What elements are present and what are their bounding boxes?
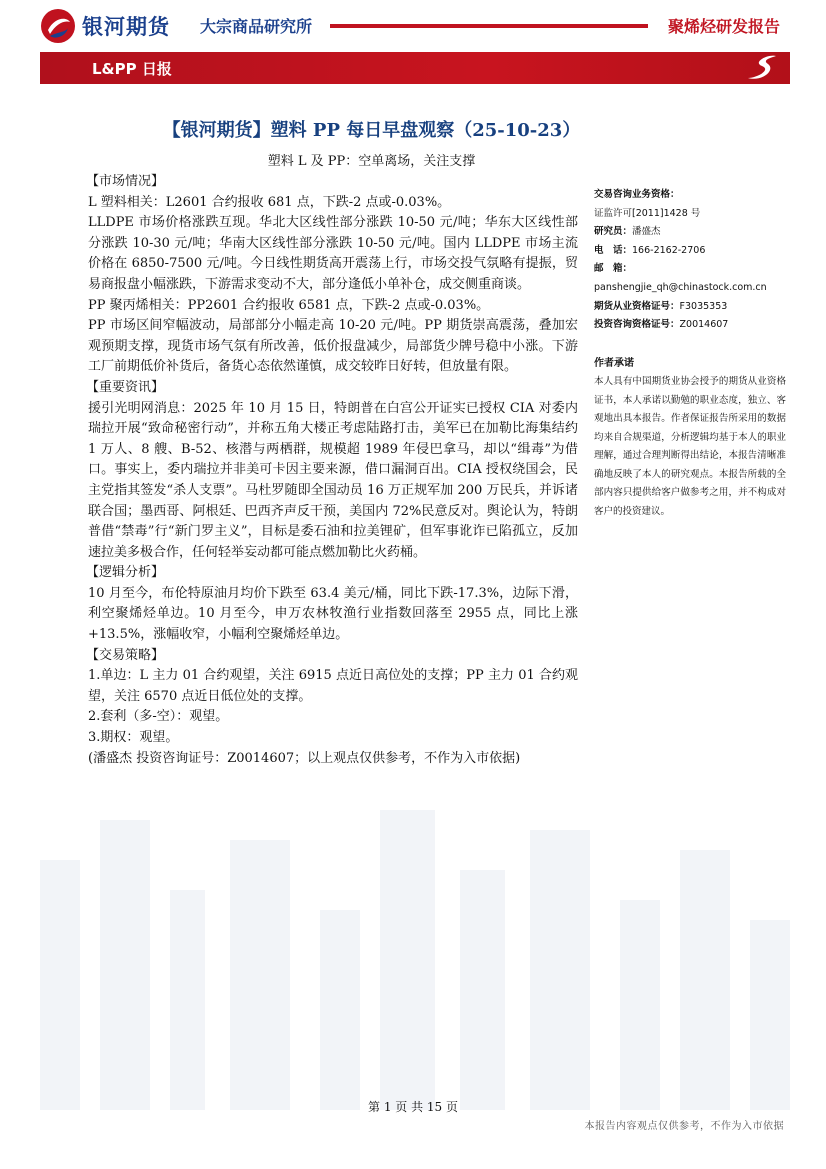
strategy-item: 3.期权：观望。 <box>88 730 179 746</box>
phone-label: 电 话： <box>594 244 633 256</box>
futures-cert-label: 期货从业资格证号： <box>594 300 680 312</box>
email-label: 邮 箱： <box>594 263 633 275</box>
strategy-item: 1.单边：L 主力 01 合约观望，关注 6915 点近日高位处的支撑；PP 主力 01 合约观望，关注 6570 点近日低位处的支撑。 <box>88 668 578 704</box>
header-divider <box>330 24 648 28</box>
phone-number: 166-2162-2706 <box>632 244 706 256</box>
advisory-cert-number: Z0014607 <box>679 319 729 331</box>
banner-label: L&PP 日报 <box>92 60 172 78</box>
license-number: 证监许可[2011]1428 号 <box>594 207 701 219</box>
page-title: 【银河期货】塑料 PP 每日早盘观察（25-10-23） <box>162 120 581 141</box>
institute-name: 大宗商品研究所 <box>200 17 313 36</box>
section-heading-news: 【重要资讯】 <box>86 379 165 395</box>
brand-logo <box>40 8 170 44</box>
advisory-cert-label: 投资咨询资格证号： <box>594 319 680 331</box>
swoosh-icon <box>742 48 782 88</box>
section-banner <box>40 52 790 84</box>
futures-cert-number: F3035353 <box>679 300 728 312</box>
disclaimer-note: 本报告内容观点仅供参考，不作为入市依据 <box>584 1121 784 1132</box>
paragraph: PP 聚丙烯相关：PP2601 合约报收 6581 点，下跌-2 点或-0.03%。 <box>88 297 490 313</box>
section-heading-logic: 【逻辑分析】 <box>86 565 165 581</box>
analyst-signature: (潘盛杰 投资咨询证号：Z0014607；以上观点仅供参考，不作为入市依据) <box>88 750 521 766</box>
report-type: 聚烯烃研发报告 <box>667 17 780 36</box>
paragraph: 援引光明网消息：2025 年 10 月 15 日，特朗普在白宫公开证实已授权 CIA 对委内瑞拉开展“致命秘密行动”，并称五角大楼正考虑陆路打击，美军已在加勒比海集结约 1 万人、8 艘、B-52、核潜与两栖群，规模超 1989 年侵巴拿马，却以“缉毒”为借口。事实上，委内瑞拉并非美可卡因主要来源，借口漏洞百出。CIA 授权绕国会，民主党指其签发“杀人支票”。马杜罗随即全国动员 16 万正规军加 200 万民兵，并诉诸联合国；墨西哥、阿根廷、巴西齐声反干预，美国内 72%民意反对。舆论认为，特朗普借“禁毒”行“新门罗主义”，目标是委石油和拉美锂矿，但军事讹诈已陷孤立，反加速拉美多极合作，任何轻举妄动都可能点燃加勒比火药桶。 <box>88 400 578 560</box>
email-link[interactable]: panshengjie_qh@chinastock.com.cn <box>594 281 767 293</box>
paragraph: PP 市场区间窄幅波动，局部部分小幅走高 10-20 元/吨。PP 期货崇高震荡，叠加宏观预期支撑，现货市场气氛有所改善，低价报盘减少，局部货少牌号稳中小涨。下游工厂前期低价补货后，备货心态依然谨慎，成交较昨日好转，但放量有限。 <box>88 318 578 375</box>
analyst-sidebar <box>594 186 794 521</box>
strategy-item: 2.套利（多-空）：观望。 <box>88 709 229 725</box>
page-number: 第 1 页 共 15 页 <box>368 1100 458 1114</box>
paragraph: 10 月至今，布伦特原油月均价下跌至 63.4 美元/桶，同比下跌-17.3%，边际下滑，利空聚烯烃单边。10 月至今，申万农林牧渔行业指数回落至 2955 点，同比上涨+13.5%，涨幅收窄，小幅利空聚烯烃单边。 <box>88 585 578 643</box>
researcher-name: 潘盛杰 <box>632 226 661 238</box>
author-commitment-heading: 作者承诺 <box>594 357 634 369</box>
page-subtitle: 塑料 L 及 PP：空单离场，关注支撑 <box>267 154 476 169</box>
author-commitment-text: 本人具有中国期货业协会授予的期货从业资格证书，本人承诺以勤勉的职业态度，独立、客观地出具本报告。作者保证报告所采用的数据均来自合规渠道，分析逻辑均基于本人的职业理解，通过合理判断得出结论，本报告清晰准确地反映了本人的研究观点。本报告所载的全部内容只提供给客户做参考之用，并不构成对客户的投资建议。 <box>594 376 786 517</box>
qualification-label: 交易咨询业务资格： <box>594 189 680 200</box>
galaxy-logo-icon <box>40 8 76 44</box>
city-watermark-icon <box>30 800 800 1110</box>
paragraph: L 塑料相关：L2601 合约报收 681 点，下跌-2 点或-0.03%。 <box>88 194 451 210</box>
section-heading-market: 【市场情况】 <box>86 174 165 189</box>
section-heading-strategy: 【交易策略】 <box>86 647 165 663</box>
researcher-label: 研究员： <box>594 226 633 238</box>
logo-text: 银河期货 <box>82 15 170 39</box>
paragraph: LLDPE 市场价格涨跌互现。华北大区线性部分涨跌 10-50 元/吨；华东大区线性部分涨跌 10-30 元/吨；华南大区线性部分涨跌 10-50 元/吨。国内 LLDPE 市场主流价格在 6850-7500 元/吨。今日线性期货高开震荡上行，市场交投气氛略有提振，贸易商报盘小幅涨跌，下游需求变动不大，部分逢低小单补仓，成交侧重商谈。 <box>88 215 578 292</box>
report-body <box>86 172 578 769</box>
